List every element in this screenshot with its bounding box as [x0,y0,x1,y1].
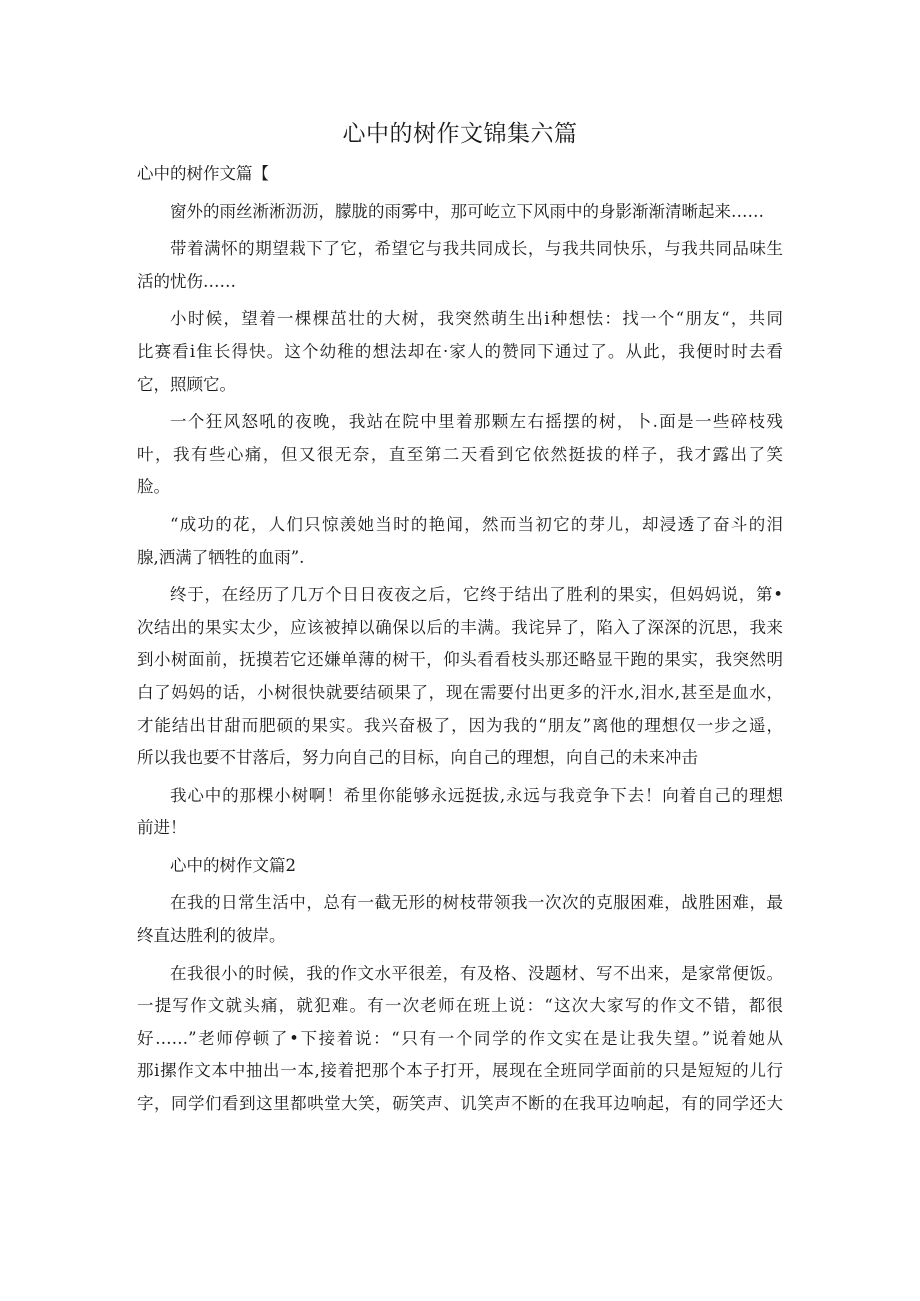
paragraph [137,406,783,504]
paragraph-line: 比赛看i隹长得快。这个幼稚的想法却在·家人的赞同下通过了。从此，我便时时去看 [137,341,783,361]
paragraph-line: 次结出的果实太少，应该被掉以确保以后的丰满。我诧异了，陷入了深深的沉思，我来 [137,617,783,637]
paragraph-line: 终直达胜利的彼岸。 [137,926,286,946]
paragraph-line: 一个狂风怒吼的夜晚，我站在院中里着那颗左右摇摆的树，卜.面是一些碎枝残 [170,412,783,432]
paragraph-line: 叶，我有些心痛，但又很无奈，直至第二天看到它依然挺拔的样子，我才露出了笑 [137,444,783,464]
paragraph-line: 我心中的那棵小树啊！希里你能够永远挺拔,永远与我竞争下去！向着自己的理想 [170,785,783,805]
paragraph [137,958,783,1121]
section-heading: 心中的树作文篇【 [137,164,269,183]
paragraph [137,509,783,574]
paragraph-line: “成功的花，人们只惊羡她当时的艳闻，然而当初它的芽儿，却浸透了奋斗的泪 [170,514,783,534]
paragraph-line: 所以我也要不甘落后，努力向自己的目标，向自己的理想，向自己的未来冲击 [137,748,698,768]
paragraph-line: 窗外的雨丝淅淅沥沥，朦胧的雨雾中，那可屹立下风雨中的身影渐渐清晰起来…… [170,201,764,221]
paragraph-line: 前进！ [137,818,187,838]
paragraph [137,233,783,298]
paragraph-line: 一提写作文就头痛，就犯难。有一次老师在班上说：“这次大家写的作文不错，都很 [137,996,783,1016]
paragraph-line: 在我很小的时候，我的作文水平很差，有及格、没题材、写不出来，是家常便饭。 [170,963,783,983]
paragraph-line: 终于，在经历了几万个日日夜夜之后，它终于结出了胜利的果实，但妈妈说，第• [170,585,783,605]
paragraph-line: 字，同学们看到这里都哄堂大笑，砺笑声、讥笑声不断的在我耳边响起，有的同学还大 [137,1094,783,1114]
paragraph-line: 活的忧伤…… [137,271,236,291]
paragraph-line: 小时候，望着一棵棵茁壮的大树，我突然萌生出i种想怯：找一个“朋友“，共同 [170,309,783,329]
paragraph [137,303,783,401]
document-title: 心中的树作文锦集六篇 [342,121,578,147]
section-heading: 心中的树作文篇2 [170,855,296,875]
paragraph [137,579,783,775]
paragraph-line: 好……”老师停顿了•下接着说：“只有一个同学的作文实在是让我失望。”说着她从 [137,1028,783,1048]
paragraph-line: 才能结出甘甜而肥硕的果实。我兴奋极了，因为我的“朋友”离他的理想仅一步之遥， [137,715,783,735]
document-page [137,0,783,1301]
document-body [137,158,783,1121]
paragraph [137,196,783,229]
paragraph-line: 在我的日常生活中，总有一截无形的树枝带领我一次次的克服困难，战胜困难，最 [170,893,783,913]
paragraph-line: 那i摞作文本中抽出一本,接着把那个本子打开，展现在全班同学面前的只是短短的儿行 [137,1061,783,1081]
paragraph-line: 腺,洒满了牺牲的血雨”. [137,547,305,567]
paragraph-line: 脸。 [137,477,170,497]
paragraph-line: 到小树面前，抚摸若它还嫌单薄的树干，仰头看看枝头那还略显干跑的果实，我突然明 [137,650,783,670]
paragraph-line: 带着满怀的期望栽下了它，希望它与我共同成长，与我共同快乐，与我共同品味生 [170,239,783,259]
paragraph-line: 白了妈妈的话，小树很快就要结硕果了，现在需要付出更多的汗水,泪水,甚至是血水， [137,682,783,702]
paragraph [137,780,783,845]
paragraph [137,887,783,952]
paragraph-line: 它，照顾它。 [137,374,236,394]
